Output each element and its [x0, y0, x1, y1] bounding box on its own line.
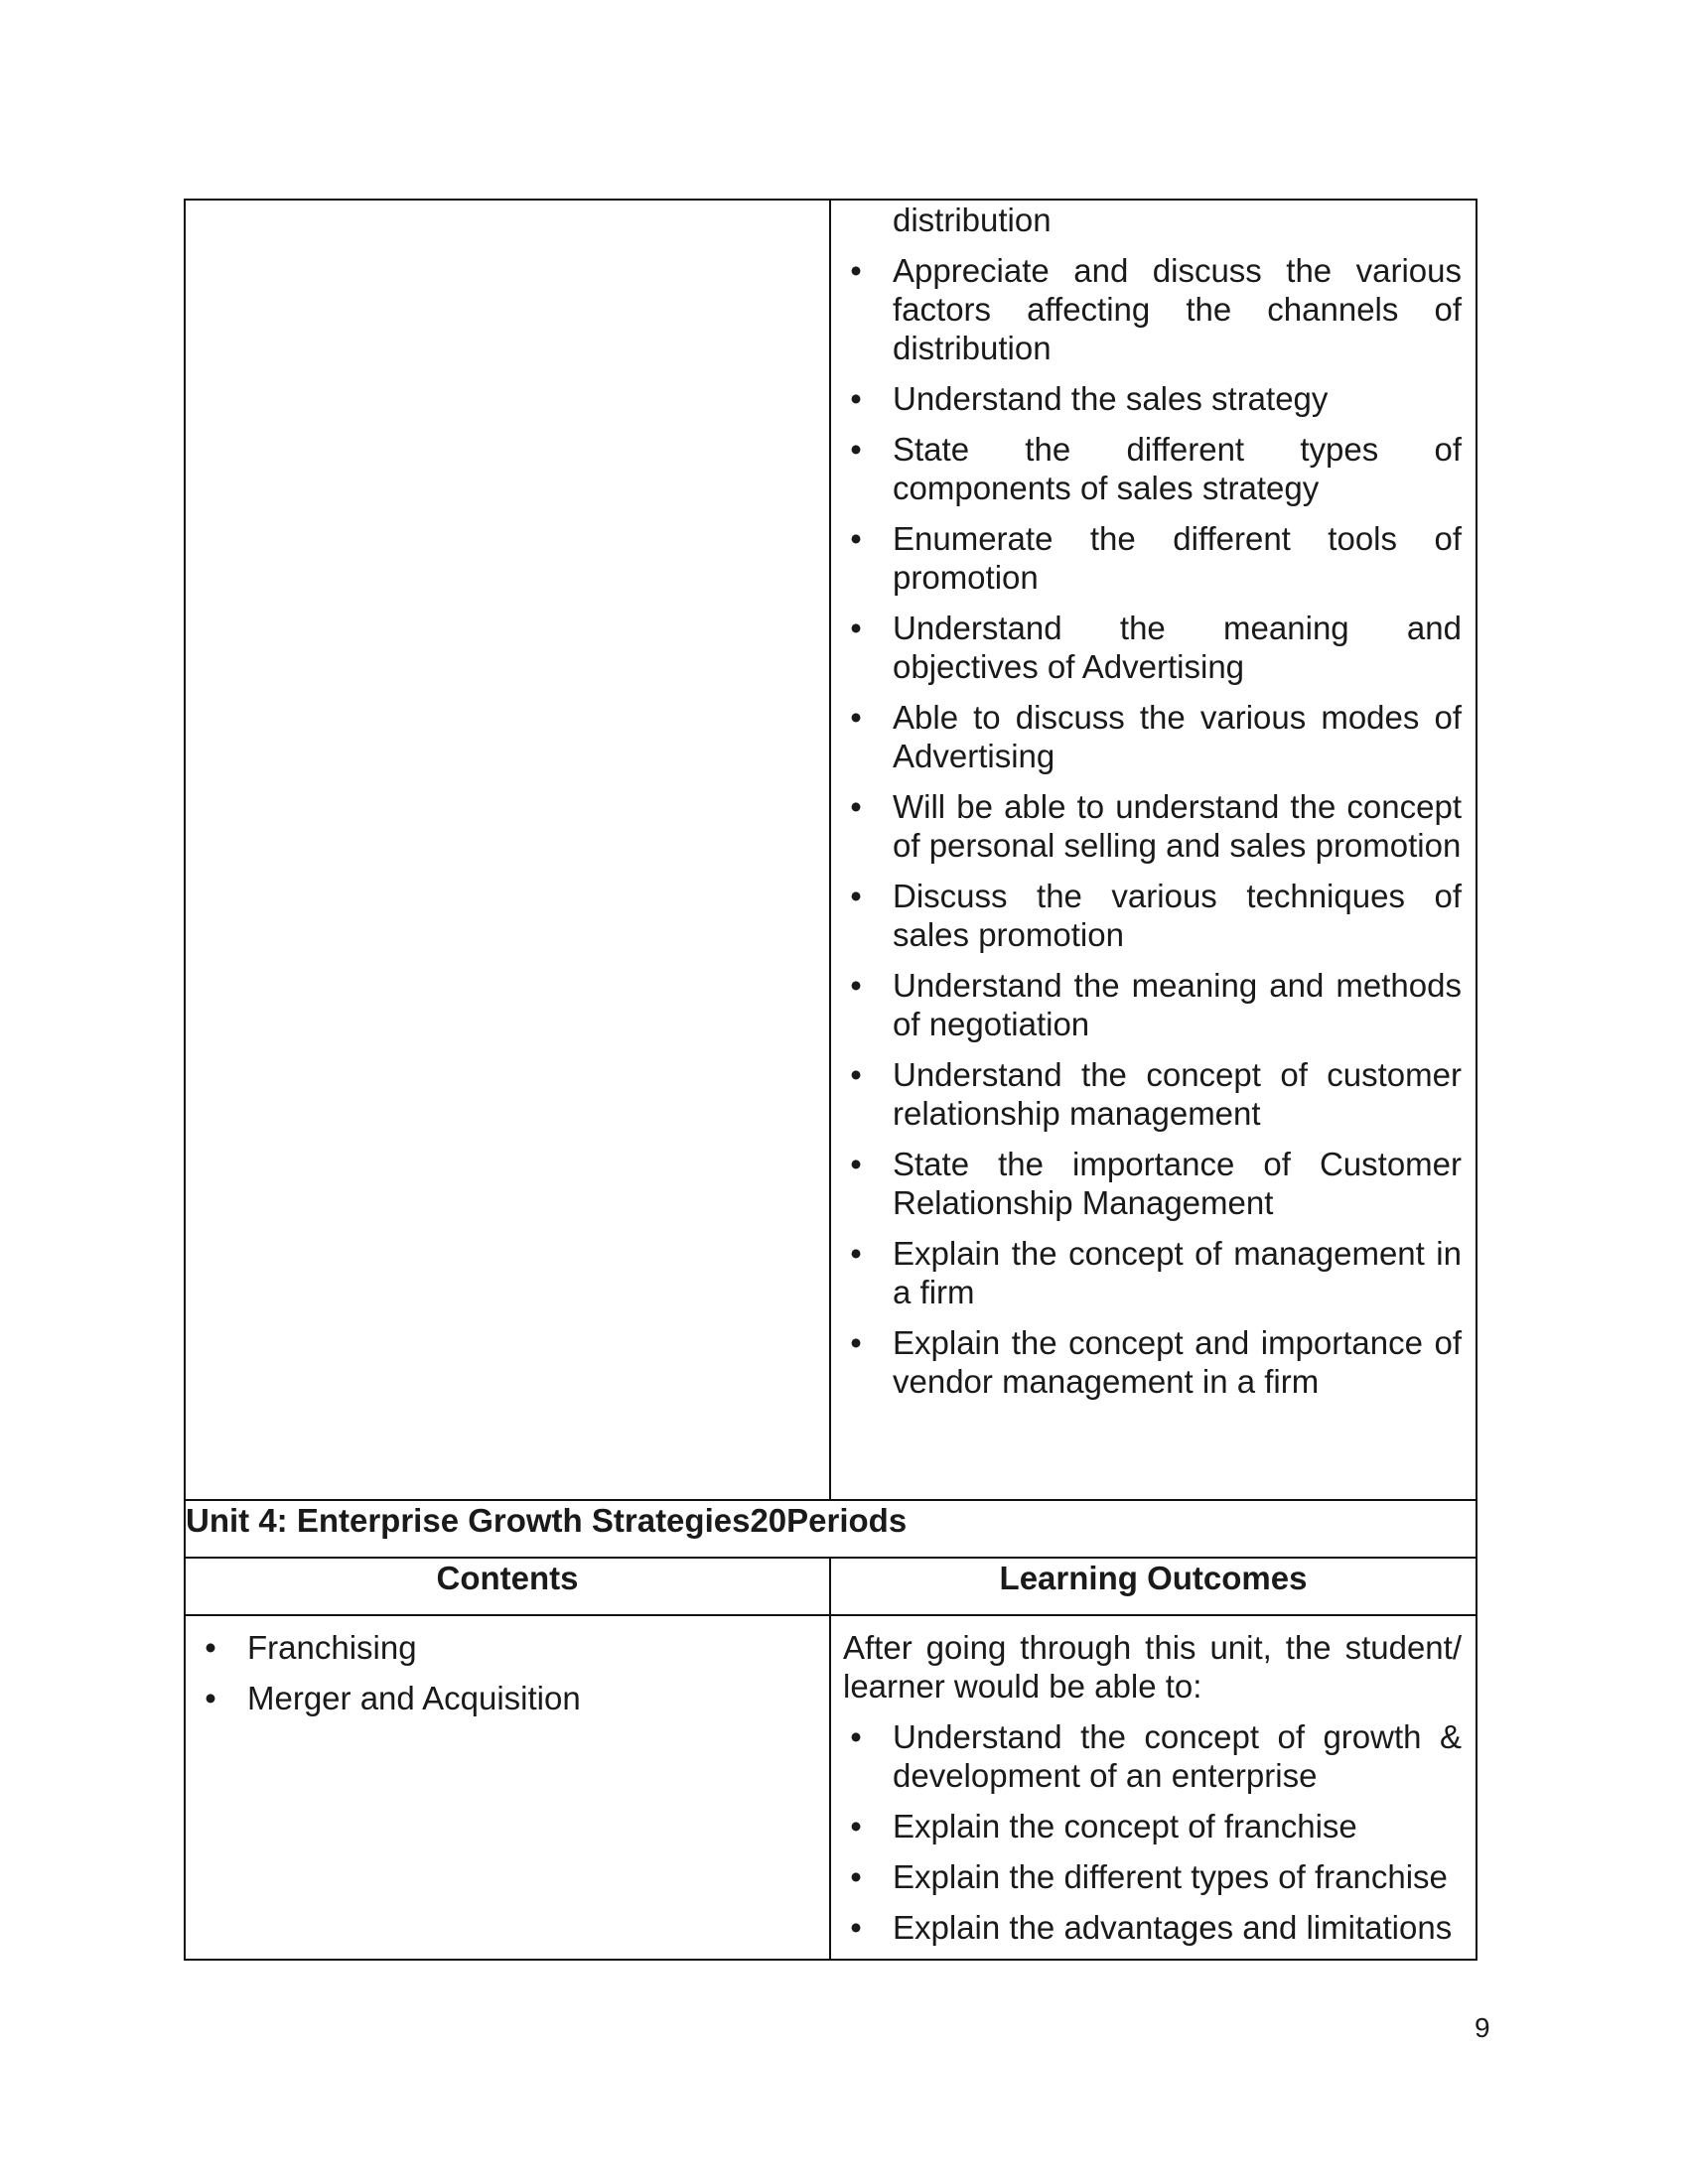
bullet-icon: •: [850, 1235, 862, 1272]
unit-4-outcomes-cell: [830, 1615, 1477, 1960]
list-item: [843, 877, 1462, 954]
continuation-text: distribution: [893, 202, 1052, 238]
list-item: [198, 1628, 829, 1667]
bullet-icon: •: [850, 1808, 862, 1844]
unit-header-row: [185, 1500, 1477, 1558]
bullet-icon: •: [850, 1056, 862, 1093]
bullet-icon: •: [850, 1324, 862, 1361]
list-item-text: Understand the sales strategy: [893, 380, 1329, 417]
list-item: [198, 1679, 829, 1717]
outcomes-intro: After going through this unit, the student/ learner would be able to:: [843, 1629, 1462, 1705]
continued-row: [185, 200, 1477, 1500]
list-item: [843, 430, 1462, 507]
list-item-text: State the different types of components of sales strategy: [893, 431, 1462, 506]
list-item-text: Explain the advantages and limitations: [893, 1909, 1453, 1946]
list-item-text: State the importance of Customer Relationship Management: [893, 1146, 1462, 1221]
list-item: [843, 1717, 1462, 1795]
bullet-icon: •: [850, 380, 862, 417]
bullet-icon: •: [850, 878, 862, 914]
list-item: [843, 1908, 1462, 1947]
list-item-text: Able to discuss the various modes of Advertising: [893, 699, 1462, 774]
contents-heading: Contents: [185, 1558, 830, 1615]
list-item: [843, 1323, 1462, 1401]
list-item: [843, 1857, 1462, 1896]
outcomes-list: [831, 251, 1476, 1401]
outcomes-list: [831, 1717, 1476, 1947]
list-item-text: Understand the meaning and methods of negotiation: [893, 967, 1462, 1042]
bullet-icon: •: [850, 788, 862, 825]
bullet-icon: •: [850, 1146, 862, 1182]
list-item: [843, 519, 1462, 597]
list-item-text: Enumerate the different tools of promotion: [893, 520, 1462, 596]
page-number: 9: [1475, 2012, 1490, 2043]
list-item-text: Merger and Acquisition: [247, 1680, 581, 1716]
list-item: [843, 1234, 1462, 1311]
list-item: [843, 787, 1462, 865]
bullet-icon: •: [850, 431, 862, 468]
bullet-icon: •: [850, 1718, 862, 1755]
list-item: [843, 1807, 1462, 1845]
bullet-icon: •: [850, 699, 862, 736]
list-item: [843, 609, 1462, 686]
bullet-icon: •: [205, 1629, 216, 1666]
list-item: [843, 1145, 1462, 1222]
list-item-text: Understand the concept of growth & development of an enterprise: [893, 1718, 1462, 1794]
continued-contents-cell: [185, 200, 830, 1500]
bullet-icon: •: [205, 1680, 216, 1716]
bullet-icon: •: [850, 1858, 862, 1895]
list-item: [843, 251, 1462, 367]
bullet-icon: •: [850, 967, 862, 1004]
list-item-text: Franchising: [247, 1629, 417, 1666]
list-item-text: Will be able to understand the concept of personal selling and sales promotion: [893, 788, 1462, 864]
list-item-text: Explain the concept of franchise: [893, 1808, 1357, 1844]
bullet-icon: •: [850, 1909, 862, 1946]
unit-4-contents-cell: [185, 1615, 830, 1960]
list-item: [843, 1055, 1462, 1133]
learning-outcomes-heading: Learning Outcomes: [830, 1558, 1477, 1615]
list-item-text: Appreciate and discuss the various factors affecting the channels of distribution: [893, 252, 1462, 366]
bullet-icon: •: [850, 610, 862, 646]
column-heading-row: [185, 1558, 1477, 1615]
list-item: [843, 379, 1462, 418]
list-item: [843, 698, 1462, 775]
list-item-text: Discuss the various techniques of sales promotion: [893, 878, 1462, 953]
list-item-text: Understand the concept of customer relationship management: [893, 1056, 1462, 1132]
syllabus-table: [184, 199, 1477, 1961]
list-item-text: Understand the meaning and objectives of Advertising: [893, 610, 1462, 685]
list-item-text: Explain the different types of franchise: [893, 1858, 1448, 1895]
continued-outcomes-cell: [830, 200, 1477, 1500]
list-item: [843, 966, 1462, 1043]
contents-list: [186, 1616, 829, 1717]
unit-4-body-row: [185, 1615, 1477, 1960]
bullet-icon: •: [850, 252, 862, 289]
bullet-icon: •: [850, 520, 862, 557]
list-item-text: Explain the concept and importance of vendor management in a firm: [893, 1324, 1462, 1400]
list-item-text: Explain the concept of management in a firm: [893, 1235, 1462, 1310]
unit-4-header: Unit 4: Enterprise Growth Strategies20Periods: [185, 1500, 1477, 1558]
